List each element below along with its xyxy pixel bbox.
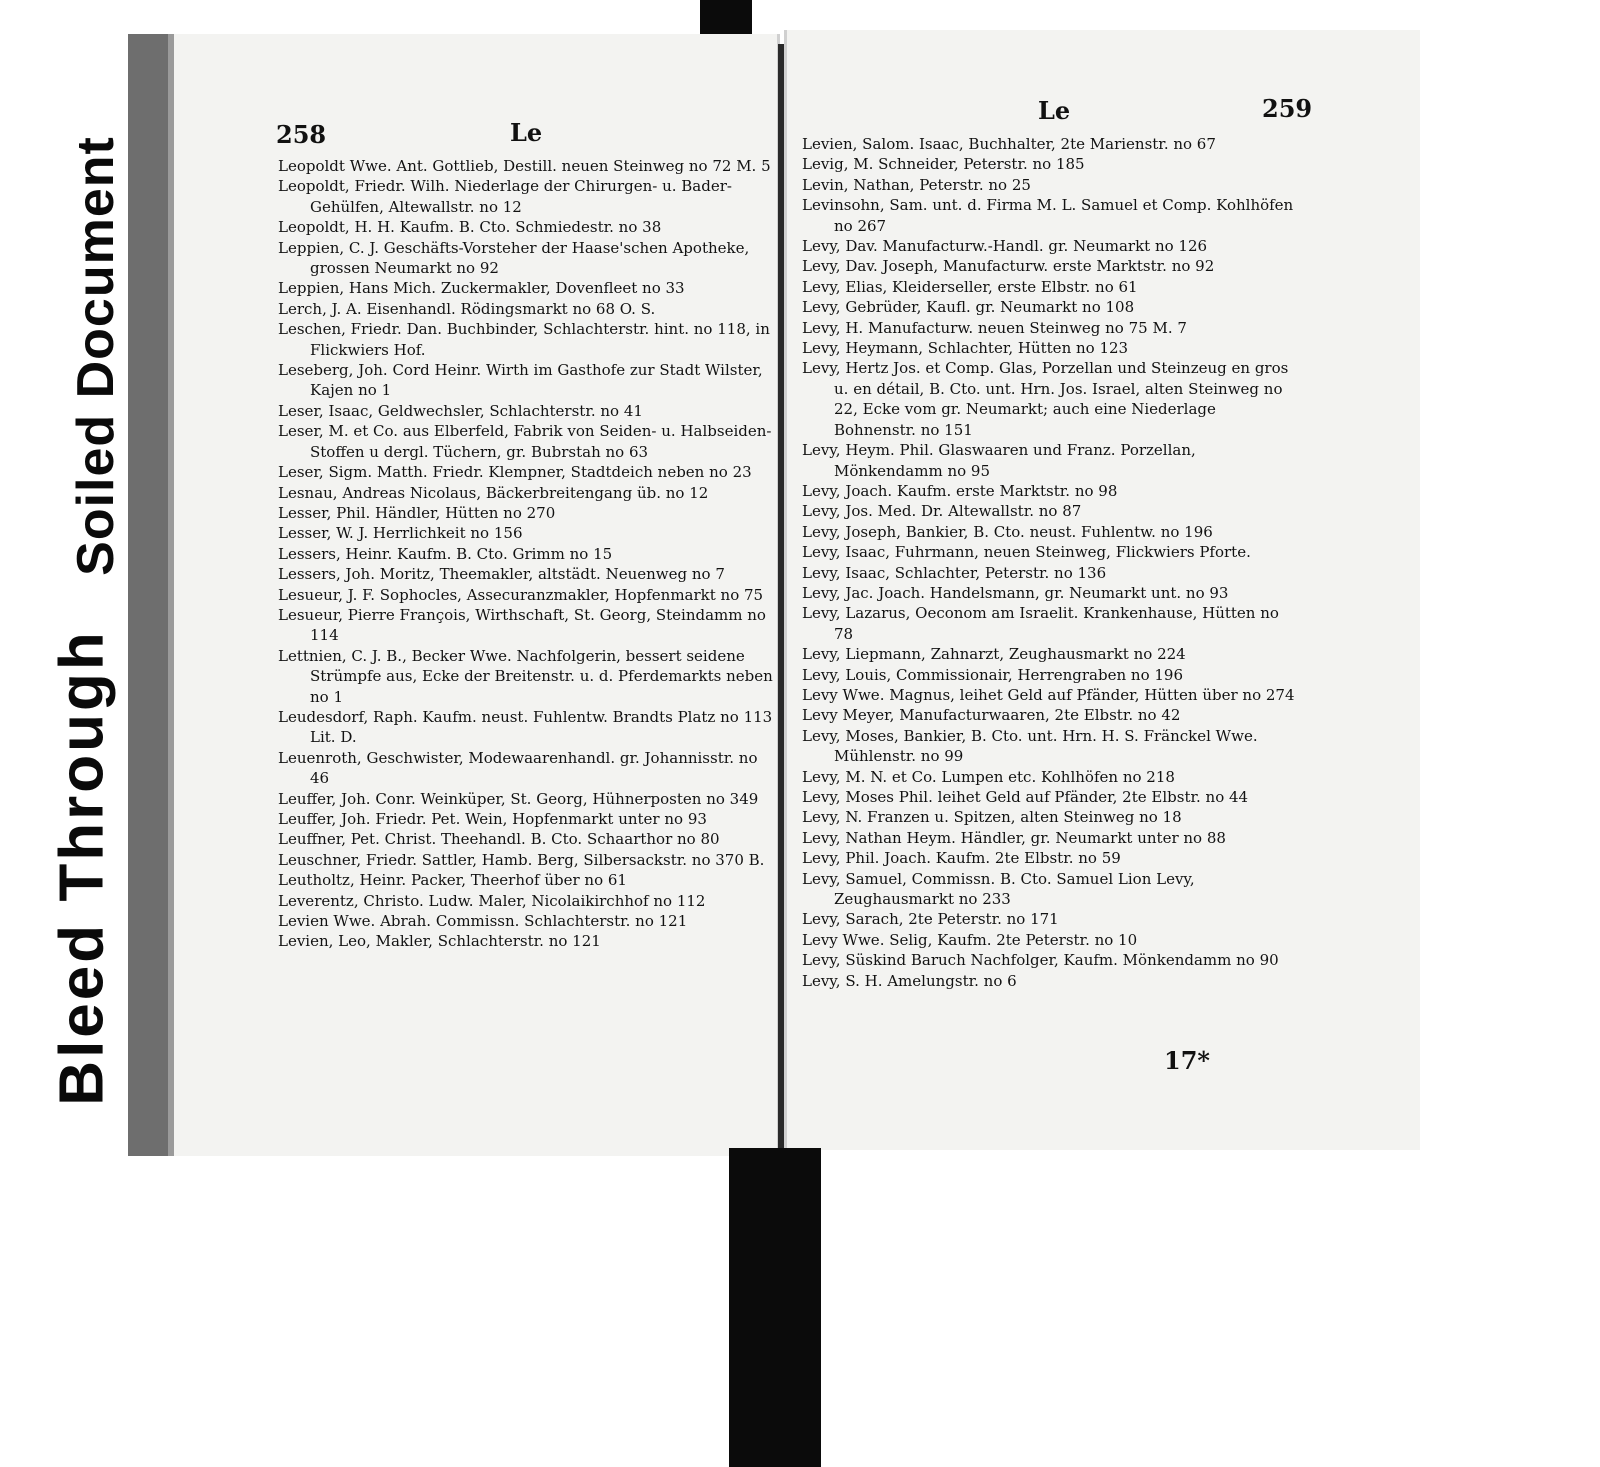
left-page xyxy=(128,34,780,1156)
right-page xyxy=(784,30,1420,1150)
soiled-document-stamp xyxy=(60,88,132,624)
left-page-number: 258 xyxy=(276,120,327,149)
directory-entry: Levy Meyer, Manufacturwaaren, 2te Elbstr. no 42 xyxy=(802,706,1181,725)
directory-entry: Levy, Jac. Joach. Handelsmann, gr. Neumarkt unt. no 93 xyxy=(802,583,1229,602)
directory-entry: Leuenroth, Geschwister, Modewaarenhandl. gr. Johannisstr. no 46 xyxy=(278,748,758,788)
directory-entry: Leseberg, Joh. Cord Heinr. Wirth im Gasthofe zur Stadt Wilster, Kajen no 1 xyxy=(278,361,763,400)
directory-entry: Levy, Samuel, Commissn. B. Cto. Samuel Lion Levy, Zeughausmarkt no 233 xyxy=(802,869,1195,909)
directory-entry: Levy, Moses Phil. leihet Geld auf Pfänder, 2te Elbstr. no 44 xyxy=(802,788,1249,806)
directory-entry: Leser, Sigm. Matth. Friedr. Klempner, Stadtdeich neben no 23 xyxy=(278,463,752,482)
directory-entry: Lesser, Phil. Händler, Hütten no 270 xyxy=(278,503,556,522)
directory-entry: Lesueur, Pierre François, Wirthschaft, St. Georg, Steindamm no 114 xyxy=(278,605,766,645)
directory-entry: Levy, Lazarus, Oeconom am Israelit. Krankenhause, Hütten no 78 xyxy=(802,604,1279,643)
directory-entry: Leverentz, Christo. Ludw. Maler, Nicolaikirchhof no 112 xyxy=(278,891,706,910)
directory-entry: Levy, Süskind Baruch Nachfolger, Kaufm. Mönkendamm no 90 xyxy=(802,951,1279,970)
directory-entry: Lesnau, Andreas Nicolaus, Bäckerbreitengang üb. no 12 xyxy=(278,483,709,502)
directory-entry: Levy, Joach. Kaufm. erste Marktstr. no 98 xyxy=(802,481,1118,500)
directory-entry: Lerch, J. A. Eisenhandl. Rödingsmarkt no 68 O. S. xyxy=(278,299,656,318)
directory-entry: Levien, Salom. Isaac, Buchhalter, 2te Marienstr. no 67 xyxy=(802,135,1216,153)
directory-entry: Levy, Gebrüder, Kaufl. gr. Neumarkt no 108 xyxy=(802,298,1135,317)
directory-entry: Lessers, Joh. Moritz, Theemakler, altstädt. Neuenweg no 7 xyxy=(278,565,725,584)
directory-entry: Levy, Phil. Joach. Kaufm. 2te Elbstr. no 59 xyxy=(802,849,1121,868)
directory-entry: Levy, Moses, Bankier, B. Cto. unt. Hrn. H. S. Fränckel Wwe. Mühlenstr. no 99 xyxy=(802,726,1258,766)
directory-entry: Levien, Leo, Makler, Schlachterstr. no 121 xyxy=(278,932,601,951)
directory-entry: Lessers, Heinr. Kaufm. B. Cto. Grimm no 15 xyxy=(278,544,613,563)
directory-entry: Leopoldt, H. H. Kaufm. B. Cto. Schmiedestr. no 38 xyxy=(278,218,662,237)
directory-entry: Lesser, W. J. Herrlichkeit no 156 xyxy=(278,524,523,543)
directory-entry: Leudesdorf, Raph. Kaufm. neust. Fuhlentw. Brandts Platz no 113 Lit. D. xyxy=(278,707,773,747)
directory-entry: Leuschner, Friedr. Sattler, Hamb. Berg, Silbersackstr. no 370 B. xyxy=(278,850,765,869)
directory-entry: Levy Wwe. Selig, Kaufm. 2te Peterstr. no 10 xyxy=(802,930,1138,949)
directory-entry: Levinsohn, Sam. unt. d. Firma M. L. Samuel et Comp. Kohlhöfen no 267 xyxy=(802,196,1294,235)
directory-entry: Levy, Heym. Phil. Glaswaaren und Franz. Porzellan, Mönkendamm no 95 xyxy=(802,441,1196,480)
directory-entry: Levy, M. N. et Co. Lumpen etc. Kohlhöfen no 218 xyxy=(802,767,1175,786)
directory-entry: Leschen, Friedr. Dan. Buchbinder, Schlachterstr. hint. no 118, in Flickwiers Hof. xyxy=(278,320,770,359)
directory-entry: Leuffer, Joh. Friedr. Pet. Wein, Hopfenmarkt unter no 93 xyxy=(278,810,707,828)
directory-entry: Leuffer, Joh. Conr. Weinküper, St. Georg, Hühnerposten no 349 xyxy=(278,789,759,808)
directory-entry: Leser, Isaac, Geldwechsler, Schlachterstr. no 41 xyxy=(278,401,643,420)
directory-entry: Leopoldt, Friedr. Wilh. Niederlage der Chirurgen- u. Bader-Gehülfen, Altewallstr. no 12 xyxy=(278,177,732,216)
directory-entry: Levy, Joseph, Bankier, B. Cto. neust. Fuhlentw. no 196 xyxy=(802,522,1213,541)
directory-entry: Levy, Isaac, Schlachter, Peterstr. no 136 xyxy=(802,563,1107,582)
directory-entry: Leser, M. et Co. aus Elberfeld, Fabrik von Seiden- u. Halbseiden-Stoffen u dergl. Tüchern, gr. Bubrstah no 63 xyxy=(278,422,772,461)
right-directory-list xyxy=(802,134,1302,991)
directory-entry: Levy, Isaac, Fuhrmann, neuen Steinweg, Flickwiers Pforte. xyxy=(802,543,1251,562)
directory-entry: Leppien, Hans Mich. Zuckermakler, Dovenfleet no 33 xyxy=(278,279,685,298)
directory-entry: Levy, Heymann, Schlachter, Hütten no 123 xyxy=(802,339,1129,358)
directory-entry: Levy, Sarach, 2te Peterstr. no 171 xyxy=(802,910,1059,929)
directory-entry: Levy, Elias, Kleiderseller, erste Elbstr. no 61 xyxy=(802,277,1138,296)
bleed-through-stamp-text: Bleed Through xyxy=(47,629,117,1106)
directory-entry: Levy, Dav. Joseph, Manufacturw. erste Marktstr. no 92 xyxy=(802,257,1215,276)
directory-entry: Leppien, C. J. Geschäfts-Vorsteher der Haase'schen Apotheke, grossen Neumarkt no 92 xyxy=(278,238,750,278)
directory-entry: Levy, H. Manufacturw. neuen Steinweg no 75 M. 7 xyxy=(802,318,1187,337)
directory-entry: Levy, Hertz Jos. et Comp. Glas, Porzellan und Steinzeug en gros u. en détail, B. Cto. unt. Hrn. Jos. Israel, alten Steinweg no 22, Ecke vom gr. Neumarkt; auch eine Niederlage Bohnenstr. no 151 xyxy=(802,359,1289,439)
right-running-head: Le xyxy=(1038,96,1071,125)
directory-entry: Levien Wwe. Abrah. Commissn. Schlachterstr. no 121 xyxy=(278,912,688,931)
directory-entry: Levy, S. H. Amelungstr. no 6 xyxy=(802,971,1017,990)
directory-entry: Levy Wwe. Magnus, leihet Geld auf Pfänder, Hütten über no 274 xyxy=(802,685,1295,704)
right-page-number: 259 xyxy=(1262,94,1313,123)
directory-entry: Leuffner, Pet. Christ. Theehandl. B. Cto. Schaarthor no 80 xyxy=(278,830,720,849)
directory-entry: Levin, Nathan, Peterstr. no 25 xyxy=(802,175,1031,194)
spine-tape-bottom xyxy=(729,1148,821,1467)
directory-entry: Levy, Jos. Med. Dr. Altewallstr. no 87 xyxy=(802,502,1082,521)
directory-entry: Lesueur, J. F. Sophocles, Assecuranzmakler, Hopfenmarkt no 75 xyxy=(278,585,764,604)
directory-entry: Levy, Nathan Heym. Händler, gr. Neumarkt unter no 88 xyxy=(802,828,1226,847)
bleed-through-stamp xyxy=(34,620,130,1115)
directory-entry: Levy, Liepmann, Zahnarzt, Zeughausmarkt no 224 xyxy=(802,645,1186,664)
directory-entry: Leutholtz, Heinr. Packer, Theerhof über no 61 xyxy=(278,871,627,890)
directory-entry: Levy, Dav. Manufacturw.-Handl. gr. Neumarkt no 126 xyxy=(802,237,1208,256)
soiled-document-stamp-text: Soiled Document xyxy=(67,136,125,576)
directory-entry: Levy, N. Franzen u. Spitzen, alten Steinweg no 18 xyxy=(802,808,1182,827)
directory-entry: Lettnien, C. J. B., Becker Wwe. Nachfolgerin, bessert seidene Strümpfe aus, Ecke der Breitenstr. u. d. Pferdemarkts neben no 1 xyxy=(278,646,773,706)
left-directory-list xyxy=(278,156,776,952)
signature-mark: 17* xyxy=(1164,1046,1210,1075)
directory-entry: Leopoldt Wwe. Ant. Gottlieb, Destill. neuen Steinweg no 72 M. 5 xyxy=(278,157,771,175)
directory-entry: Levig, M. Schneider, Peterstr. no 185 xyxy=(802,155,1085,174)
left-running-head: Le xyxy=(510,118,543,147)
directory-entry: Levy, Louis, Commissionair, Herrengraben no 196 xyxy=(802,665,1183,684)
